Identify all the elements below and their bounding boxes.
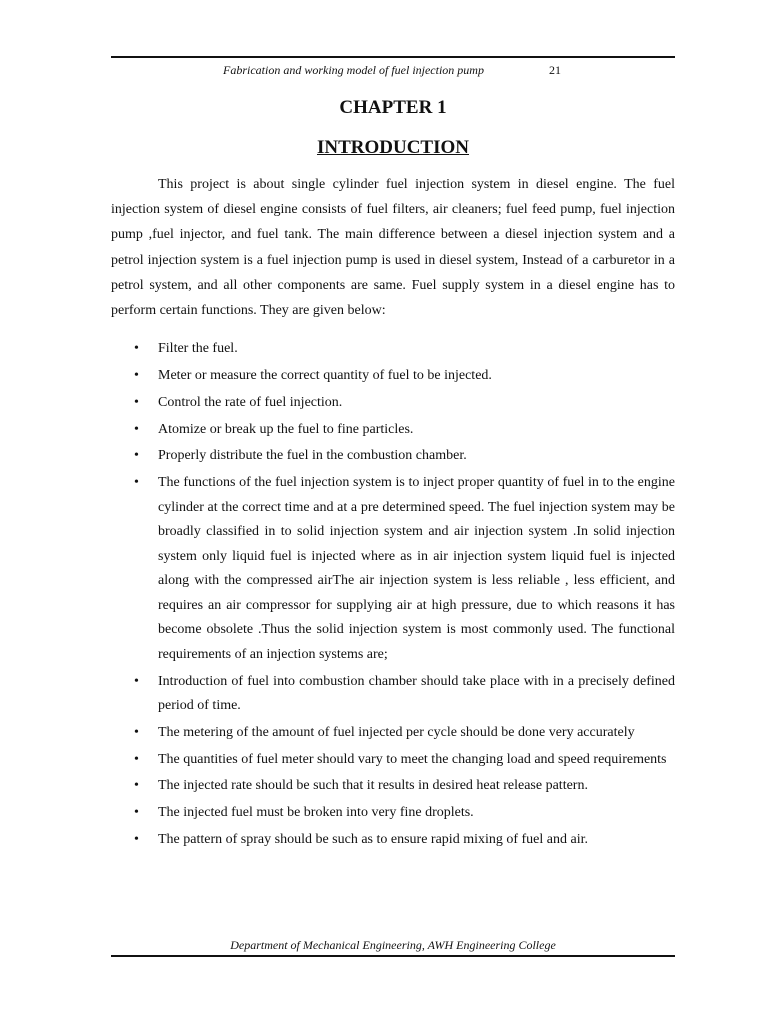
list-item bbox=[111, 337, 675, 362]
bullet-icon: • bbox=[134, 805, 139, 821]
bullet-icon: • bbox=[134, 368, 139, 384]
list-item-text: Filter the fuel. bbox=[158, 341, 238, 357]
footer-text: Department of Mechanical Engineering, AWH Engineering College bbox=[230, 938, 556, 952]
list-item-text: The metering of the amount of fuel injected per cycle should be done very accurately bbox=[158, 724, 635, 740]
list-item bbox=[111, 801, 675, 826]
list-item-text: Control the rate of fuel injection. bbox=[158, 394, 343, 410]
chapter-label: CHAPTER 1 bbox=[339, 97, 447, 118]
intro-paragraph: This project is about single cylinder fuel injection system in diesel engine. The fuel injection system of diesel engine consists of fuel filters, air cleaners; fuel feed pump, fuel injection pump ,fuel injector, and fuel tank. The main difference between a diesel injection system and a petrol injection system is a fuel injection pump is used in diesel system, Instead of a carburetor in a petrol system, and all other components are same. Fuel supply system in a diesel engine has to perform certain functions. They are given below: bbox=[111, 177, 675, 319]
page-header bbox=[111, 56, 675, 81]
list-item-text: The injected rate should be such that it results in desired heat release pattern. bbox=[158, 778, 588, 794]
bullet-icon: • bbox=[134, 724, 139, 740]
bullet-icon: • bbox=[134, 475, 139, 491]
list-item bbox=[111, 364, 675, 389]
document-page bbox=[111, 56, 675, 855]
bullet-list bbox=[111, 337, 675, 852]
bullet-icon: • bbox=[134, 778, 139, 794]
list-item bbox=[111, 471, 675, 667]
bullet-icon: • bbox=[134, 673, 139, 689]
list-item bbox=[111, 418, 675, 443]
list-item-text: Properly distribute the fuel in the combustion chamber. bbox=[158, 448, 467, 464]
list-item bbox=[111, 828, 675, 853]
list-item-text: The functions of the fuel injection system is to inject proper quantity of fuel in to the engine cylinder at the correct time and at a pre determined speed. The fuel injection system may be broadly classified in to solid injection system and air injection system .In solid injection system only liquid fuel is injected where as in air injection system liquid fuel is injected along with the compressed airThe air injection system is less reliable , less efficient, and requires an air compressor for supplying air at high pressure, due to which reasons it has become obsolete .Thus the solid injection system is most commonly used. The functional requirements of an injection systems are; bbox=[158, 475, 675, 662]
header-page-number: 21 bbox=[549, 63, 561, 77]
list-item-text: Introduction of fuel into combustion chamber should take place with in a precisely defined period of time. bbox=[158, 673, 675, 713]
header-title: Fabrication and working model of fuel injection pump bbox=[223, 63, 484, 77]
bullet-icon: • bbox=[134, 448, 139, 464]
list-item-text: Atomize or break up the fuel to fine particles. bbox=[158, 421, 414, 437]
bullet-icon: • bbox=[134, 341, 139, 357]
page-footer bbox=[111, 938, 675, 957]
list-item bbox=[111, 670, 675, 719]
list-item-text: Meter or measure the correct quantity of fuel to be injected. bbox=[158, 368, 492, 384]
bullet-icon: • bbox=[134, 751, 139, 767]
list-item bbox=[111, 444, 675, 469]
list-item bbox=[111, 721, 675, 746]
section-title: INTRODUCTION bbox=[316, 137, 470, 158]
list-item-text: The pattern of spray should be such as to ensure rapid mixing of fuel and air. bbox=[158, 831, 588, 847]
list-item bbox=[111, 774, 675, 799]
bullet-icon: • bbox=[134, 831, 139, 847]
list-item-text: The quantities of fuel meter should vary to meet the changing load and speed requirements bbox=[158, 751, 667, 767]
bullet-icon: • bbox=[134, 421, 139, 437]
bullet-icon: • bbox=[134, 394, 139, 410]
list-item-text: The injected fuel must be broken into very fine droplets. bbox=[158, 805, 474, 821]
list-item bbox=[111, 748, 675, 773]
list-item bbox=[111, 391, 675, 416]
